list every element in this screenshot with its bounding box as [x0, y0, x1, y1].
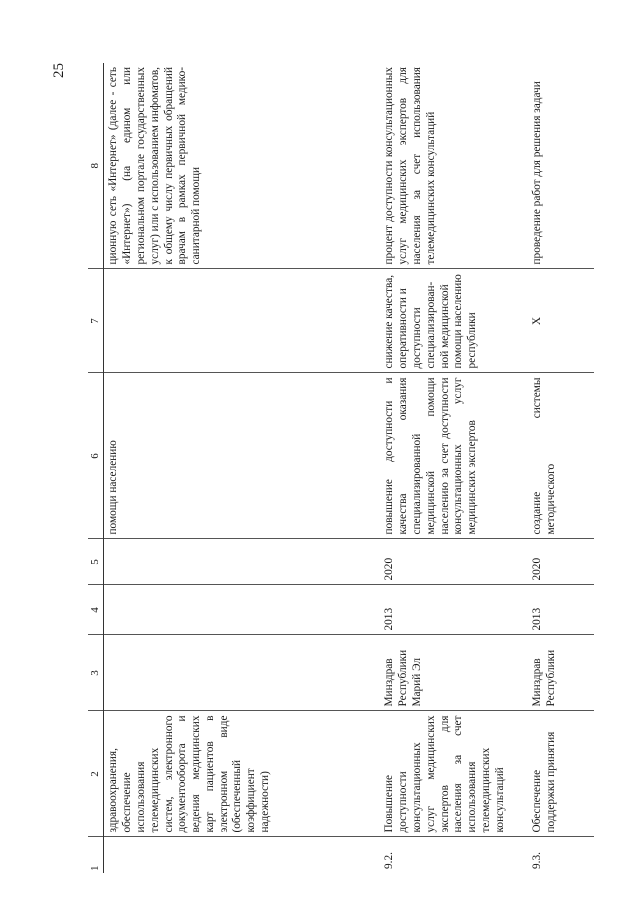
rotated-table-sheet — [88, 63, 608, 873]
header-cell: 8 — [88, 63, 104, 269]
indicator-cell: ционную сеть «Интернет» (далее - сеть «Интернет») (на едином или региональном портале государственных услуг) или с использованием инфоматов, к общему числу первичных обращений врачам в рамках первичной медико-санитарной помощи — [104, 63, 379, 269]
table-row — [104, 63, 379, 873]
consequence-cell: X — [526, 269, 594, 373]
header-cell: 7 — [88, 269, 104, 373]
start-year-cell: 2013 — [526, 585, 594, 635]
executor-cell: Минздрав Республики — [526, 635, 594, 711]
header-cell: 6 — [88, 373, 104, 539]
row-number: 9.3. — [531, 852, 544, 869]
executor-cell — [104, 635, 379, 711]
task-cell: Повышение доступности консультационных услуг медицинских экспертов для населения за счет использования телемедицинских консультаций — [378, 711, 526, 837]
page-number: 25 — [51, 63, 67, 78]
end-year-cell: 2020 — [526, 539, 594, 585]
header-cell: 4 — [88, 585, 104, 635]
start-year-cell: 2013 — [378, 585, 526, 635]
task-cell: здравоохранения, обеспечение использования телемедицинских систем, электронного документооборота и ведения медицинских карт пациентов в электронном виде (обеспеченный коэффициент надежности) — [104, 711, 379, 837]
header-cell: 5 — [88, 539, 104, 585]
row-number — [104, 837, 379, 873]
header-cell: 2 — [88, 711, 104, 837]
program-table — [88, 63, 594, 873]
end-year-cell: 2020 — [378, 539, 526, 585]
indicator-cell: процент доступности консультационных услуг медицинских экспертов для населения за счет использования телемедицинских консультаций — [378, 63, 526, 269]
task-cell: Обеспечение поддержки принятия — [526, 711, 594, 837]
header-cell: 3 — [88, 635, 104, 711]
table-row — [526, 63, 594, 873]
row-number: 9.2. — [383, 852, 396, 869]
end-year-cell — [104, 539, 379, 585]
header-cell: 1 — [88, 837, 104, 873]
table-row — [378, 63, 526, 873]
executor-cell: Минздрав Республики Марий Эл — [378, 635, 526, 711]
indicator-cell: проведение работ для решения задачи — [526, 63, 594, 269]
consequence-cell — [104, 269, 379, 373]
result-cell: создание системы методического — [526, 373, 594, 539]
consequence-cell: снижение качества, оперативности и доступности специализирован-ной медицинской помощи населению республики — [378, 269, 526, 373]
start-year-cell — [104, 585, 379, 635]
header-row — [88, 63, 104, 873]
result-cell: повышение доступности и качества оказания специализированной медицинской помощи населению за счет доступности консультационных услуг медицинских экспертов — [378, 373, 526, 539]
result-cell: помощи населению — [104, 373, 379, 539]
